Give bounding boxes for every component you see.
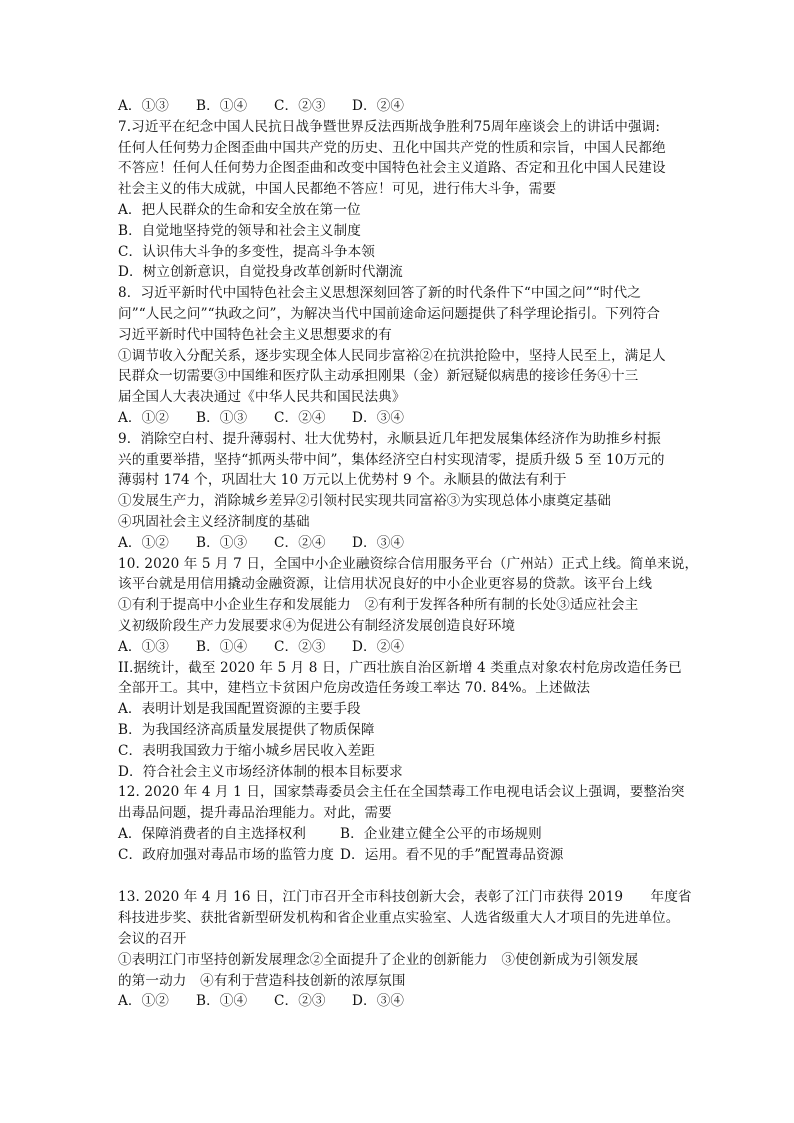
q13-option-a: A．①②	[118, 993, 169, 1010]
q10-options	[118, 637, 684, 658]
q10-stem-line: 该平台就是用信用撬动金融资源，让信用状况良好的中小企业更容易的贷款。该平台上线	[118, 576, 653, 593]
q13-stem-line: 科技进步奖、获批省新型研发机构和省企业重点实验室、人选省级重大人才项目的先进单位。	[118, 910, 680, 927]
q12-option-a: A．保障消费者的自主选择权利	[118, 825, 306, 842]
q7-option-d: D．树立创新意识，自觉投身改革创新时代潮流	[118, 264, 403, 281]
q10-stem-line: 10. 2020 年 5 月 7 日，全国中小企业融资综合信用服务平台（广州站）正式上线。简单来说，	[118, 555, 699, 572]
question-9	[118, 429, 684, 554]
q13-stem-line: 13. 2020 年 4 月 16 日，江门市召开全市科技创新大会，表彰了江门市获得 2019 年度省	[118, 889, 692, 906]
q8-stem-line: 问”“人民之问”“执政之问”，为解决当代中国前途命运问题提供了科学理论指引。下列符合	[118, 305, 660, 322]
spacer	[118, 865, 684, 887]
question-13	[118, 887, 692, 1012]
q12-option-d: D．运用。看不见的手”配置毒品资源	[340, 846, 564, 863]
question-12	[118, 782, 684, 865]
q7-stem-line: 不答应！任何人任何势力企图歪曲和改变中国特色社会主义道路、否定和丑化中国人民建设	[118, 160, 666, 177]
q9-stem-line: 9．消除空白村、提升薄弱村、壮大优势村，永顺县近几年把发展集体经济作为助推乡村振	[118, 430, 661, 447]
q9-option-d: D．③④	[352, 534, 405, 551]
q12-stem-line: 出毒品问题，提升毒品治理能力。对此，需要	[118, 805, 392, 822]
q10-stem-line: 义初级阶段生产力发展要求④为促进公有制经济发展创造良好环境	[118, 617, 516, 634]
q8-option-d: D．③④	[352, 409, 405, 426]
q13-option-c: C．②③	[274, 993, 326, 1010]
q10-option-a: A．①③	[118, 638, 169, 655]
q13-stem-line: 会议的召开	[118, 931, 187, 948]
q8-stem-line: 8．习近平新时代中国特色社会主义思想深刻回答了新的时代条件下“中国之问”“时代之	[118, 285, 641, 302]
q7-option-c: C．认识伟大斗争的多变性，提高斗争本领	[118, 243, 375, 260]
question-8	[118, 283, 684, 429]
q9-option-c: C．②④	[274, 534, 326, 551]
q9-stem-line: ④巩固社会主义经济制度的基础	[118, 513, 310, 530]
q7-option-a: A．把人民群众的生命和安全放在第一位	[118, 201, 361, 218]
q10-option-b: B．①④	[196, 638, 248, 655]
q13-option-b: B．①④	[196, 993, 248, 1010]
q7-option-b: B．自觉地坚持党的领导和社会主义制度	[118, 222, 361, 239]
q6-option-d: D．②④	[352, 98, 405, 114]
q12-option-c: C．政府加强对毒品市场的监管力度	[118, 846, 334, 863]
q8-stem-line: 届全国人大表决通过《中华人民共和国民法典》	[118, 389, 406, 406]
q6-options	[118, 96, 684, 117]
q7-stem-line: 社会主义的伟大成就，中国人民都绝不答应！可见，进行伟大斗争，需要	[118, 181, 557, 198]
question-10	[118, 554, 699, 658]
q12-options-row-1	[118, 824, 684, 845]
q8-options	[118, 408, 684, 429]
q9-option-b: B．①③	[196, 534, 248, 551]
q9-option-a: A．①②	[118, 534, 169, 551]
q8-stem-line: 习近平新时代中国特色社会主义思想要求的有	[118, 326, 392, 343]
q13-options	[118, 991, 684, 1012]
q6-option-b: B．①④	[196, 98, 248, 114]
q12-stem-line: 12. 2020 年 4 月 1 日，国家禁毒委员会主任在全国禁毒工作电视电话会议上强调，要整治突	[118, 784, 685, 801]
q9-stem-line: 薄弱村 174 个，巩固壮大 10 万元以上优势村 9 个。永顺县的做法有利于	[118, 472, 567, 489]
q12-option-b: B．企业建立健全公平的市场规则	[340, 825, 542, 842]
q8-stem-line: ①调节收入分配关系，逐步实现全体人民同步富裕②在抗洪抢险中，坚持人民至上，满足人	[118, 347, 666, 364]
q8-option-b: B．①③	[196, 409, 248, 426]
q11-stem-line: II.据统计，截至 2020 年 5 月 8 日，广西壮族自治区新增 4 类重点对象农村危房改造任务已	[118, 659, 682, 676]
q7-stem-line: 7.习近平在纪念中国人民抗日战争暨世界反法西斯战争胜利75周年座谈会上的讲话中强调:	[118, 118, 661, 135]
q12-options-row-2	[118, 845, 684, 866]
q10-option-c: C．②③	[274, 638, 326, 655]
q9-stem-line: ①发展生产力，消除城乡差异②引领村民实现共同富裕③为实现总体小康奠定基础	[118, 493, 611, 510]
question-11	[118, 658, 684, 783]
q13-option-d: D．③④	[352, 993, 405, 1010]
q11-option-d: D．符合社会主义市场经济体制的根本目标要求	[118, 763, 403, 780]
q8-option-a: A．①②	[118, 409, 169, 426]
q10-option-d: D．②④	[352, 638, 405, 655]
q10-stem-line: ①有利于提高中小企业生存和发展能力 ②有利于发挥各种所有制的长处③适应社会主	[118, 597, 639, 614]
q6-option-a: A．①③	[118, 98, 169, 114]
q8-option-c: C．②④	[274, 409, 326, 426]
q6-option-c: C．②③	[274, 98, 326, 114]
q11-option-a: A．表明计划是我国配置资源的主要手段	[118, 701, 361, 718]
q11-stem-line: 全部开工。其中，建档立卡贫困户危房改造任务竣工率达 70. 84%。上述做法	[118, 680, 591, 697]
q11-option-c: C．表明我国致力于缩小城乡居民收入差距	[118, 742, 375, 759]
exam-page	[118, 96, 699, 1012]
q13-stem-line: 的第一动力 ④有利于营造科技创新的浓厚氛围	[118, 972, 406, 989]
q9-options	[118, 533, 684, 554]
question-7	[118, 117, 684, 283]
q13-stem-line: ①表明江门市坚持创新发展理念②全面提升了企业的创新能力 ③使创新成为引领发展	[118, 951, 639, 968]
q8-stem-line: 民群众一切需要③中国维和医疗队主动承担刚果（金）新冠疑似病患的接诊任务④十三	[118, 368, 639, 385]
q9-stem-line: 兴的重要举措，坚持“抓两头带中间”，集体经济空白村实现清零，提质升级 5 至 10万元的	[118, 451, 665, 468]
q7-stem-line: 任何人任何势力企图歪曲中国共产党的历史、丑化中国共产党的性质和宗旨，中国人民都绝	[118, 139, 666, 156]
q11-option-b: B．为我国经济高质量发展提供了物质保障	[118, 721, 375, 738]
